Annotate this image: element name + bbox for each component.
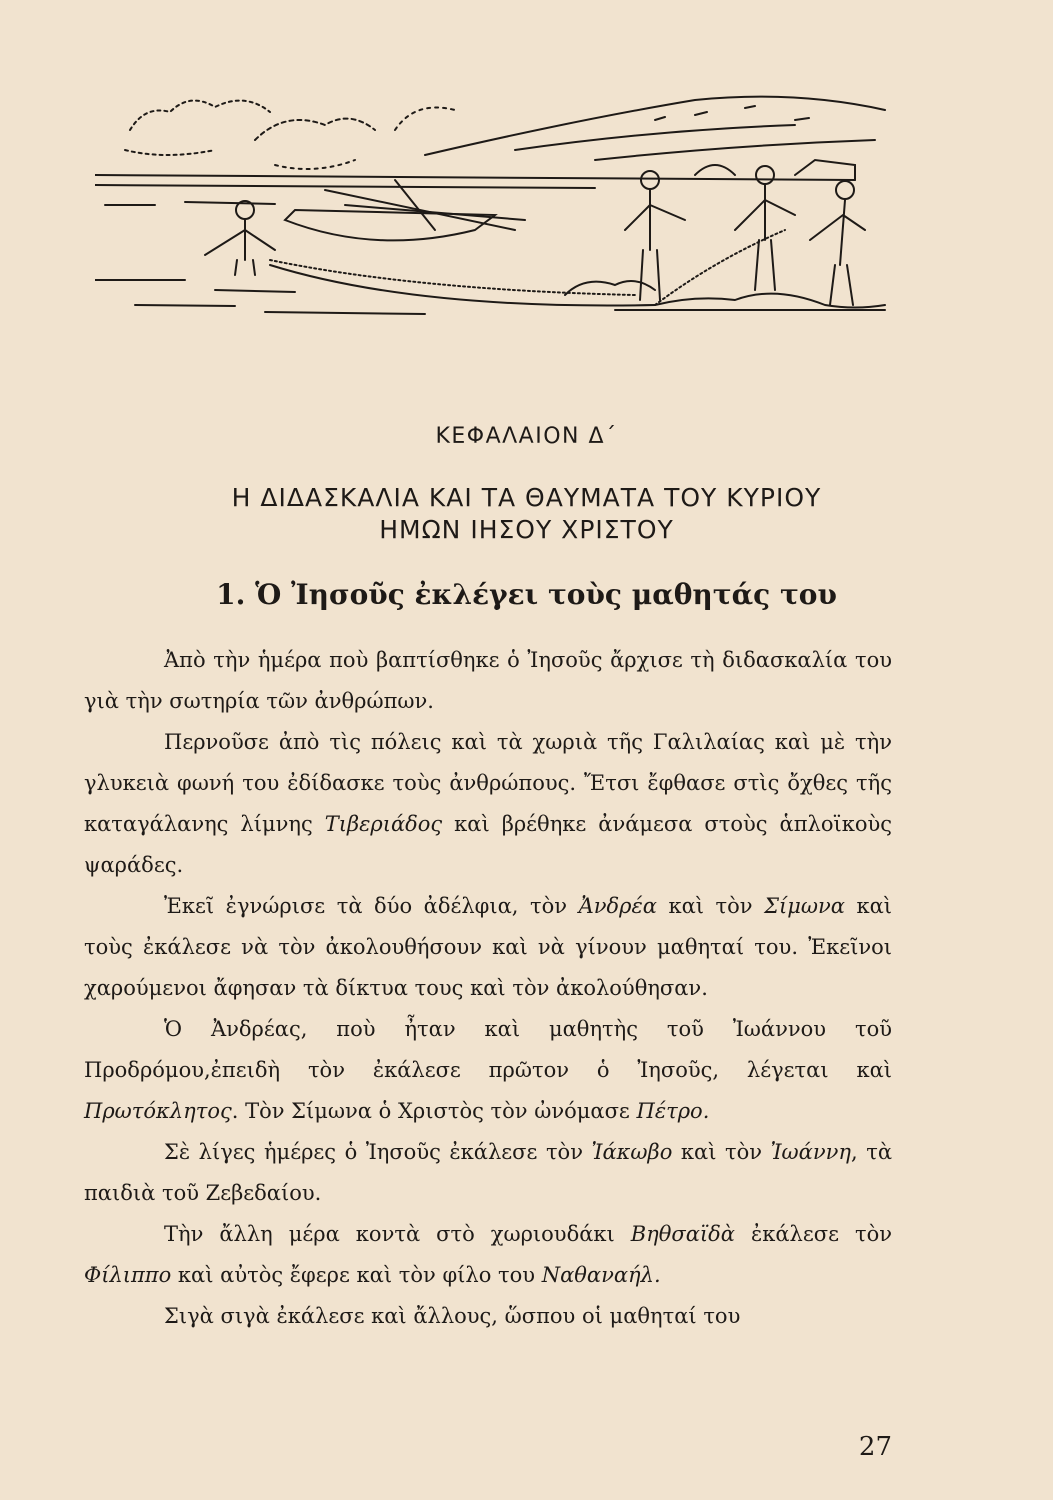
text-run: Σιγὰ σιγὰ ἐκάλεσε καὶ ἄλλους, ὥσπου οἱ μαθηταί του [164, 1304, 741, 1328]
paragraph [84, 1009, 892, 1132]
italic-name: Ἰωάννη [770, 1140, 851, 1164]
text-run: Περνοῦσε ἀπὸ τὶς πόλεις καὶ τὰ χωριὰ τῆς Γαλιλαίας καὶ μὲ τὴν γλυκειὰ φωνή του ἐδίδασκε τοὺς ἀνθρώπους. Ἔτσι ἔφθασε στὶς ὄχθες τῆς καταγάλανης λίμνης [84, 730, 892, 836]
text-run: Ἐκεῖ ἐγνώρισε τὰ δύο ἀδέλφια, τὸν [164, 894, 579, 918]
chapter-title [0, 482, 1053, 546]
text-run: Ἀπὸ τὴν ἡμέρα ποὺ βαπτίσθηκε ὁ Ἰησοῦς ἄρχισε τὴ διδασκαλία του γιὰ τὴν σωτηρία τῶν ἀνθρώπων. [84, 648, 892, 713]
body-text [84, 640, 892, 1337]
text-run: Ὁ Ἀνδρέας, ποὺ ἦταν καὶ μαθητὴς τοῦ Ἰωάννου τοῦ Προδρόμου,ἐπειδὴ τὸν ἐκάλεσε πρῶτον ὁ Ἰησοῦς, λέγεται καὶ [84, 1017, 892, 1082]
text-run: Σὲ λίγες ἡμέρες ὁ Ἰησοῦς ἐκάλεσε τὸν [164, 1140, 592, 1164]
text-run: ἐκάλεσε τὸν [734, 1222, 892, 1246]
section-title: 1. Ὁ Ἰησοῦς ἐκλέγει τοὺς μαθητάς του [216, 578, 837, 611]
italic-name: Σίμωνα [764, 894, 845, 918]
paragraph [84, 722, 892, 886]
fishermen-lake-illustration [95, 80, 895, 340]
italic-name: Πέτρο. [636, 1099, 710, 1123]
chapter-label: ΚΕΦΑΛΑΙΟΝ Δ΄ [435, 424, 618, 449]
italic-name: Βηθσαϊδὰ [630, 1222, 735, 1246]
italic-name: Τιβεριάδος [324, 812, 443, 836]
text-run: . Τὸν Σίμωνα ὁ Χριστὸς τὸν ὠνόμασε [231, 1099, 637, 1123]
text-run: καὶ τὸν [672, 1140, 771, 1164]
italic-name: Πρωτόκλητος [84, 1099, 232, 1123]
italic-name: Φίλιππο [84, 1263, 172, 1287]
paragraph [84, 886, 892, 1009]
text-run: καὶ τοὺς ἐκάλεσε νὰ τὸν ἀκολουθήσουν καὶ νὰ γίνουν μαθηταί του. Ἐκεῖνοι χαρούμενοι ἄφησαν τὰ δίκτυα τους καὶ τὸν ἀκολούθησαν. [84, 894, 892, 1000]
text-run: καὶ αὐτὸς ἔφερε καὶ τὸν φίλο του [171, 1263, 542, 1287]
paragraph [84, 1132, 892, 1214]
paragraph [84, 640, 892, 722]
page-number: 27 [858, 1432, 892, 1462]
text-run: καὶ βρέθηκε ἀνάμεσα στοὺς ἁπλοϊκοὺς ψαράδες. [84, 812, 892, 877]
chapter-title-line-2: ΗΜΩΝ ΙΗΣΟΥ ΧΡΙΣΤΟΥ [379, 515, 674, 544]
italic-name: Ἀνδρέα [578, 894, 657, 918]
italic-name: Ναθαναήλ. [541, 1263, 661, 1287]
italic-name: Ἰάκωβο [591, 1140, 673, 1164]
text-run: Τὴν ἄλλη μέρα κοντὰ στὸ χωριουδάκι [164, 1222, 631, 1246]
chapter-title-line-1: Η ΔΙΔΑΣΚΑΛΙΑ ΚΑΙ ΤΑ ΘΑΥΜΑΤΑ ΤΟΥ ΚΥΡΙΟΥ [231, 483, 822, 512]
paragraph [84, 1214, 892, 1296]
text-run: , τὰ παιδιὰ τοῦ Ζεβεδαίου. [84, 1140, 893, 1205]
text-run: καὶ τὸν [656, 894, 765, 918]
paragraph [84, 1296, 892, 1337]
